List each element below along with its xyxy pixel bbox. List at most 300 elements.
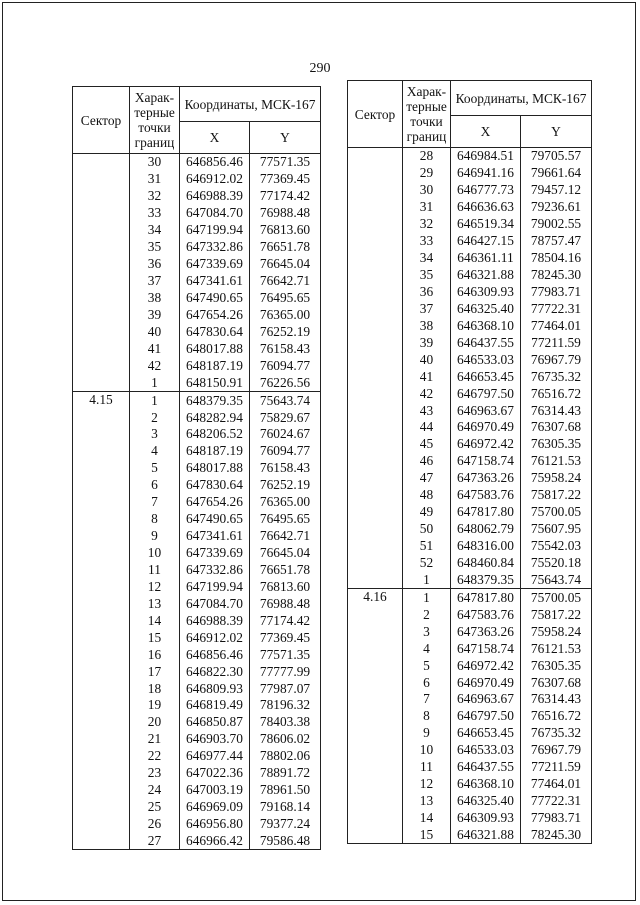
y-cell: 76735.32 [521, 368, 592, 385]
y-cell: 75520.18 [521, 555, 592, 572]
sector-cell [348, 385, 403, 402]
y-cell: 78802.06 [250, 748, 321, 765]
table-row [73, 714, 321, 731]
table-row [73, 765, 321, 782]
table-row [348, 504, 592, 521]
x-cell: 647339.69 [180, 545, 250, 562]
sector-cell [348, 351, 403, 368]
sector-cell [73, 273, 130, 290]
y-cell: 77464.01 [521, 776, 592, 793]
point-cell: 32 [130, 188, 180, 205]
table-body-right [348, 148, 592, 844]
coordinates-table-left [72, 86, 321, 850]
y-cell: 77987.07 [250, 680, 321, 697]
x-cell: 646970.49 [451, 674, 521, 691]
y-cell: 76813.60 [250, 578, 321, 595]
x-cell: 648379.35 [180, 392, 250, 409]
table-row [73, 697, 321, 714]
y-cell: 76121.53 [521, 640, 592, 657]
table-row [73, 833, 321, 850]
sector-cell [73, 154, 130, 171]
y-cell: 76252.19 [250, 477, 321, 494]
y-cell: 76988.48 [250, 205, 321, 222]
x-cell: 648187.19 [180, 357, 250, 374]
sector-cell [348, 606, 403, 623]
x-cell: 646966.42 [180, 833, 250, 850]
point-cell: 4 [130, 443, 180, 460]
x-cell: 646984.51 [451, 148, 521, 165]
y-cell: 76307.68 [521, 419, 592, 436]
characteristic-points-header: Харак-терные точки границ [130, 87, 180, 154]
x-cell: 648460.84 [451, 555, 521, 572]
y-cell: 75700.05 [521, 589, 592, 606]
table-row [73, 409, 321, 426]
x-cell: 647199.94 [180, 578, 250, 595]
table-row [73, 290, 321, 307]
point-cell: 3 [403, 623, 451, 640]
sector-cell [73, 290, 130, 307]
x-cell: 646309.93 [451, 810, 521, 827]
table-row [73, 595, 321, 612]
point-cell: 7 [130, 494, 180, 511]
table-row [73, 426, 321, 443]
point-cell: 41 [130, 340, 180, 357]
y-cell: 76642.71 [250, 273, 321, 290]
table-row [73, 629, 321, 646]
x-cell: 648150.91 [180, 374, 250, 391]
table-row [73, 222, 321, 239]
point-cell: 28 [403, 148, 451, 165]
sector-cell [348, 368, 403, 385]
x-cell: 646321.88 [451, 827, 521, 844]
x-cell: 647341.61 [180, 273, 250, 290]
point-cell: 9 [130, 528, 180, 545]
point-cell: 40 [403, 351, 451, 368]
point-cell: 29 [403, 165, 451, 182]
table-row [348, 284, 592, 301]
point-cell: 27 [130, 833, 180, 850]
sector-cell [348, 691, 403, 708]
point-cell: 31 [130, 171, 180, 188]
x-cell: 646903.70 [180, 731, 250, 748]
point-cell: 35 [130, 239, 180, 256]
point-cell: 35 [403, 267, 451, 284]
x-cell: 647339.69 [180, 256, 250, 273]
x-cell: 646797.50 [451, 708, 521, 725]
y-cell: 78245.30 [521, 267, 592, 284]
coordinates-header: Координаты, МСК-167 [451, 81, 592, 116]
sector-cell [73, 663, 130, 680]
table-row [73, 460, 321, 477]
sector-cell [73, 680, 130, 697]
table-row [73, 477, 321, 494]
x-cell: 647084.70 [180, 205, 250, 222]
x-cell: 646533.03 [451, 742, 521, 759]
table-row [348, 470, 592, 487]
page-number: 290 [309, 61, 331, 76]
table-row [73, 562, 321, 579]
y-cell: 78891.72 [250, 765, 321, 782]
table-body-left [73, 154, 321, 850]
y-cell: 75829.67 [250, 409, 321, 426]
sector-cell [73, 545, 130, 562]
y-cell: 76024.67 [250, 426, 321, 443]
point-cell: 14 [403, 810, 451, 827]
sector-cell [348, 487, 403, 504]
point-cell: 20 [130, 714, 180, 731]
y-cell: 77983.71 [521, 810, 592, 827]
table-row [348, 759, 592, 776]
point-cell: 15 [130, 629, 180, 646]
table-row [73, 494, 321, 511]
x-cell: 647084.70 [180, 595, 250, 612]
x-cell: 647363.26 [451, 623, 521, 640]
table-row [348, 148, 592, 165]
point-cell: 1 [130, 392, 180, 409]
point-cell: 21 [130, 731, 180, 748]
point-cell: 39 [403, 334, 451, 351]
x-cell: 646636.63 [451, 199, 521, 216]
point-cell: 33 [403, 233, 451, 250]
point-cell: 7 [403, 691, 451, 708]
sector-cell [348, 436, 403, 453]
point-cell: 46 [403, 453, 451, 470]
point-cell: 17 [130, 663, 180, 680]
point-cell: 52 [403, 555, 451, 572]
table-row [348, 351, 592, 368]
x-cell: 646941.16 [451, 165, 521, 182]
point-cell: 30 [403, 182, 451, 199]
sector-cell [348, 284, 403, 301]
sector-cell [348, 250, 403, 267]
table-row [73, 545, 321, 562]
table-row [73, 680, 321, 697]
y-cell: 76094.77 [250, 357, 321, 374]
y-cell: 76314.43 [521, 691, 592, 708]
y-cell: 76252.19 [250, 323, 321, 340]
table-row [73, 273, 321, 290]
y-cell: 76651.78 [250, 239, 321, 256]
sector-cell [348, 334, 403, 351]
sector-cell [348, 640, 403, 657]
y-cell: 78403.38 [250, 714, 321, 731]
table-row [348, 555, 592, 572]
y-cell: 77571.35 [250, 646, 321, 663]
y-cell: 79236.61 [521, 199, 592, 216]
sector-cell: 4.15 [73, 392, 130, 409]
x-cell: 646912.02 [180, 629, 250, 646]
sector-cell [348, 827, 403, 844]
x-cell: 646361.11 [451, 250, 521, 267]
sector-cell [348, 148, 403, 165]
y-cell: 76158.43 [250, 460, 321, 477]
x-cell: 646777.73 [451, 182, 521, 199]
sector-cell [73, 171, 130, 188]
y-cell: 78196.32 [250, 697, 321, 714]
y-cell: 77464.01 [521, 317, 592, 334]
sector-cell [348, 453, 403, 470]
x-cell: 648316.00 [451, 538, 521, 555]
x-cell: 647817.80 [451, 589, 521, 606]
sector-cell [73, 782, 130, 799]
y-cell: 76365.00 [250, 494, 321, 511]
table-row [348, 674, 592, 691]
table-row [348, 419, 592, 436]
point-cell: 5 [403, 657, 451, 674]
point-cell: 37 [130, 273, 180, 290]
y-cell: 76305.35 [521, 436, 592, 453]
table-row [73, 731, 321, 748]
x-cell: 647332.86 [180, 239, 250, 256]
point-cell: 10 [403, 742, 451, 759]
y-cell: 76094.77 [250, 443, 321, 460]
sector-cell [348, 317, 403, 334]
point-cell: 23 [130, 765, 180, 782]
table-row [348, 606, 592, 623]
table-row [73, 239, 321, 256]
table-row [73, 256, 321, 273]
point-cell: 41 [403, 368, 451, 385]
y-cell: 76495.65 [250, 511, 321, 528]
x-cell: 646321.88 [451, 267, 521, 284]
point-cell: 8 [403, 708, 451, 725]
point-cell: 3 [130, 426, 180, 443]
x-cell: 646988.39 [180, 188, 250, 205]
table-row [348, 691, 592, 708]
x-cell: 648379.35 [451, 571, 521, 588]
sector-cell [73, 494, 130, 511]
x-cell: 648017.88 [180, 340, 250, 357]
point-cell: 31 [403, 199, 451, 216]
sector-cell [73, 833, 130, 850]
x-cell: 646856.46 [180, 154, 250, 171]
y-cell: 77211.59 [521, 334, 592, 351]
table-row [348, 453, 592, 470]
sector-cell [348, 793, 403, 810]
x-cell: 646309.93 [451, 284, 521, 301]
x-cell: 646437.55 [451, 334, 521, 351]
y-cell: 76516.72 [521, 708, 592, 725]
y-cell: 78757.47 [521, 233, 592, 250]
y-cell: 78961.50 [250, 782, 321, 799]
y-cell: 78245.30 [521, 827, 592, 844]
sector-cell [73, 562, 130, 579]
y-cell: 76365.00 [250, 306, 321, 323]
table-row [73, 323, 321, 340]
point-cell: 45 [403, 436, 451, 453]
x-cell: 648206.52 [180, 426, 250, 443]
point-cell: 37 [403, 300, 451, 317]
x-cell: 647830.64 [180, 477, 250, 494]
point-cell: 16 [130, 646, 180, 663]
sector-cell [73, 205, 130, 222]
x-cell: 646437.55 [451, 759, 521, 776]
table-row [348, 538, 592, 555]
point-cell: 40 [130, 323, 180, 340]
table-row [348, 250, 592, 267]
y-cell: 76307.68 [521, 674, 592, 691]
point-cell: 5 [130, 460, 180, 477]
x-cell: 648187.19 [180, 443, 250, 460]
y-cell: 75643.74 [521, 571, 592, 588]
sector-cell [348, 521, 403, 538]
table-row [348, 436, 592, 453]
y-cell: 75817.22 [521, 487, 592, 504]
table-row [348, 385, 592, 402]
sector-header: Сектор [73, 87, 130, 154]
table-row [348, 487, 592, 504]
sector-cell [348, 555, 403, 572]
x-cell: 647490.65 [180, 511, 250, 528]
table-row [348, 742, 592, 759]
table-row [348, 165, 592, 182]
x-cell: 646972.42 [451, 436, 521, 453]
sector-cell [73, 629, 130, 646]
sector-cell [348, 233, 403, 250]
point-cell: 11 [403, 759, 451, 776]
table-row [348, 640, 592, 657]
point-cell: 48 [403, 487, 451, 504]
x-cell: 647583.76 [451, 487, 521, 504]
point-cell: 39 [130, 306, 180, 323]
sector-cell [73, 765, 130, 782]
sector-cell: 4.16 [348, 589, 403, 606]
y-cell: 77777.99 [250, 663, 321, 680]
x-cell: 646653.45 [451, 725, 521, 742]
point-cell: 44 [403, 419, 451, 436]
point-cell: 26 [130, 816, 180, 833]
x-cell: 646963.67 [451, 691, 521, 708]
sector-cell [348, 182, 403, 199]
sector-cell [348, 504, 403, 521]
point-cell: 1 [130, 374, 180, 391]
y-cell: 77722.31 [521, 300, 592, 317]
table-row [73, 357, 321, 374]
table-row [348, 810, 592, 827]
y-cell: 77722.31 [521, 793, 592, 810]
characteristic-points-header: Харак-терные точки границ [403, 81, 451, 148]
sector-cell [73, 714, 130, 731]
y-cell: 76645.04 [250, 256, 321, 273]
table-row [73, 374, 321, 391]
x-cell: 647022.36 [180, 765, 250, 782]
table-row [348, 725, 592, 742]
table-row [348, 793, 592, 810]
point-cell: 22 [130, 748, 180, 765]
x-cell: 646850.87 [180, 714, 250, 731]
sector-cell [73, 748, 130, 765]
point-cell: 10 [130, 545, 180, 562]
y-cell: 76735.32 [521, 725, 592, 742]
x-cell: 646325.40 [451, 793, 521, 810]
point-cell: 13 [403, 793, 451, 810]
point-cell: 36 [130, 256, 180, 273]
table-row [348, 521, 592, 538]
sector-cell [73, 323, 130, 340]
point-cell: 38 [403, 317, 451, 334]
point-cell: 50 [403, 521, 451, 538]
sector-cell [348, 165, 403, 182]
sector-cell [348, 776, 403, 793]
x-cell: 646368.10 [451, 776, 521, 793]
x-cell: 648017.88 [180, 460, 250, 477]
point-cell: 1 [403, 589, 451, 606]
sector-cell [348, 657, 403, 674]
y-cell: 76121.53 [521, 453, 592, 470]
x-cell: 646970.49 [451, 419, 521, 436]
table-row [73, 443, 321, 460]
y-header: Y [521, 116, 592, 148]
point-cell: 34 [130, 222, 180, 239]
table-row [73, 205, 321, 222]
x-cell: 646912.02 [180, 171, 250, 188]
sector-cell [73, 426, 130, 443]
x-cell: 647003.19 [180, 782, 250, 799]
x-cell: 646368.10 [451, 317, 521, 334]
table-row [73, 578, 321, 595]
sector-header: Сектор [348, 81, 403, 148]
y-cell: 75643.74 [250, 392, 321, 409]
y-cell: 79168.14 [250, 799, 321, 816]
point-cell: 8 [130, 511, 180, 528]
y-cell: 76988.48 [250, 595, 321, 612]
sector-cell [73, 612, 130, 629]
y-cell: 78606.02 [250, 731, 321, 748]
x-cell: 647490.65 [180, 290, 250, 307]
point-cell: 15 [403, 827, 451, 844]
sector-cell [73, 578, 130, 595]
point-cell: 6 [403, 674, 451, 691]
table-row [348, 402, 592, 419]
table-row [348, 216, 592, 233]
sector-cell [348, 725, 403, 742]
y-cell: 77174.42 [250, 612, 321, 629]
table-row [348, 317, 592, 334]
sector-cell [73, 477, 130, 494]
table-row [348, 267, 592, 284]
table-row [348, 623, 592, 640]
sector-cell [348, 571, 403, 588]
point-cell: 34 [403, 250, 451, 267]
x-cell: 646969.09 [180, 799, 250, 816]
table-row [73, 392, 321, 409]
table-row [348, 368, 592, 385]
x-cell: 646956.80 [180, 816, 250, 833]
point-cell: 25 [130, 799, 180, 816]
table-row [73, 612, 321, 629]
table-row [348, 776, 592, 793]
y-cell: 79705.57 [521, 148, 592, 165]
y-cell: 75958.24 [521, 623, 592, 640]
table-row [73, 816, 321, 833]
sector-cell [73, 239, 130, 256]
x-cell: 646963.67 [451, 402, 521, 419]
sector-cell [348, 708, 403, 725]
x-cell: 646653.45 [451, 368, 521, 385]
point-cell: 49 [403, 504, 451, 521]
point-cell: 1 [403, 571, 451, 588]
table-row [73, 306, 321, 323]
sector-cell [348, 216, 403, 233]
table-row [73, 171, 321, 188]
point-cell: 43 [403, 402, 451, 419]
y-cell: 75700.05 [521, 504, 592, 521]
y-cell: 76305.35 [521, 657, 592, 674]
x-cell: 647654.26 [180, 494, 250, 511]
point-cell: 4 [403, 640, 451, 657]
point-cell: 47 [403, 470, 451, 487]
x-cell: 647654.26 [180, 306, 250, 323]
